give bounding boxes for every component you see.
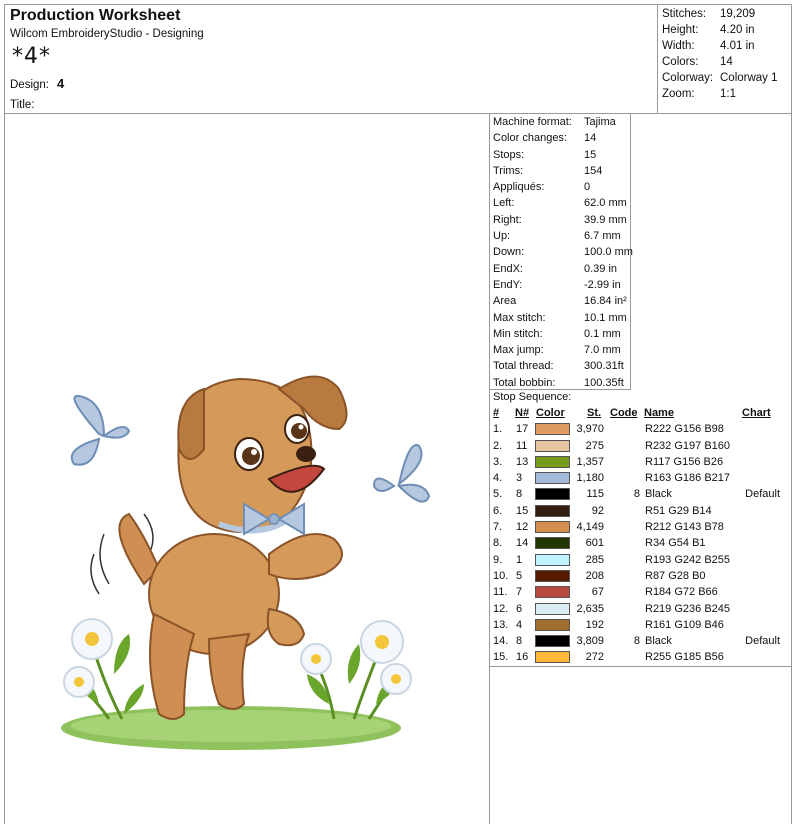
color-swatch — [535, 456, 570, 468]
info-value: 6.7 mm — [584, 230, 621, 243]
color-swatch — [535, 505, 570, 517]
stop-index: 11. — [493, 586, 508, 599]
stop-needle: 11 — [516, 439, 528, 452]
stop-name: R184 G72 B66 — [645, 586, 718, 599]
info-label: EndX: — [493, 262, 523, 275]
summary-label: Zoom: — [662, 88, 695, 100]
puppy-ear-left — [178, 389, 204, 459]
puppy-front-leg — [209, 634, 249, 709]
stop-needle: 1 — [516, 553, 523, 566]
info-label: EndY: — [493, 278, 523, 291]
stop-needle: 6 — [516, 602, 523, 615]
info-row — [490, 326, 792, 342]
stop-name: R161 G109 B46 — [645, 618, 724, 631]
info-value: 100.0 mm — [584, 246, 633, 259]
stop-row — [490, 470, 792, 486]
stop-name: Black — [645, 488, 672, 501]
stop-needle: 17 — [516, 423, 529, 436]
stop-chart: Default — [745, 635, 780, 648]
color-swatch — [535, 440, 570, 452]
color-swatch — [535, 603, 570, 615]
app-subtitle: Wilcom EmbroideryStudio - Designing — [10, 28, 204, 40]
stop-stitches: 208 — [585, 569, 604, 582]
info-row — [490, 342, 792, 358]
stop-stitches: 285 — [585, 553, 604, 566]
info-row — [490, 358, 792, 374]
daisy-flower — [361, 621, 403, 663]
color-swatch — [535, 586, 570, 598]
stop-needle: 8 — [516, 635, 523, 648]
info-value: 15 — [584, 148, 597, 161]
info-label: Max jump: — [493, 344, 544, 357]
machine-info — [490, 114, 792, 391]
color-swatch — [535, 472, 570, 484]
stop-row — [490, 503, 792, 519]
puppy-nose — [296, 446, 316, 462]
title-label: Title: — [10, 99, 35, 111]
puppy-raised-paw — [269, 534, 342, 579]
info-value: 39.9 mm — [584, 213, 627, 226]
stop-index: 2. — [493, 439, 503, 452]
info-row — [490, 261, 792, 277]
stop-stitches: 272 — [585, 651, 604, 664]
stop-needle: 14 — [516, 537, 529, 550]
left-leaf — [114, 634, 130, 674]
stop-row — [490, 486, 792, 502]
info-row — [490, 228, 792, 244]
stop-needle: 15 — [516, 504, 529, 517]
info-value: 154 — [584, 164, 603, 177]
stop-stitches: 67 — [591, 586, 604, 599]
stop-name: R219 G236 B245 — [645, 602, 731, 615]
info-value: 14 — [584, 132, 597, 145]
info-label: Min stitch: — [493, 327, 543, 340]
page-title: Production Worksheet — [10, 7, 181, 24]
stop-index: 14. — [493, 635, 509, 648]
puppy-back-leg — [150, 614, 194, 719]
info-row — [490, 114, 792, 130]
info-row — [490, 375, 792, 391]
stop-stitches: 601 — [585, 537, 604, 550]
stop-needle: 5 — [516, 569, 523, 582]
table-divider — [490, 666, 792, 667]
puppy-lifted-paw — [268, 609, 304, 645]
stop-row — [490, 454, 792, 470]
stop-index: 1. — [493, 423, 503, 436]
info-label: Area — [493, 295, 517, 308]
stop-row — [490, 438, 792, 454]
daisy-flower — [64, 667, 94, 697]
stop-stitches: 4,149 — [576, 521, 604, 534]
stop-sequence-header — [490, 405, 792, 421]
stop-name: R117 G156 B26 — [645, 455, 724, 468]
stop-index: 12. — [493, 602, 509, 615]
summary-label: Colorway: — [662, 72, 714, 84]
stop-index: 10. — [493, 569, 509, 582]
summary-row — [662, 70, 792, 86]
embroidery-puppy-illustration — [4, 114, 490, 824]
summary-row — [662, 22, 792, 38]
right-leaf — [348, 644, 361, 684]
col-header-needle: N# — [515, 407, 530, 419]
color-swatch — [535, 537, 570, 549]
stop-stitches: 2,635 — [576, 602, 604, 615]
col-header-color: Color — [536, 407, 565, 419]
color-swatch — [535, 651, 570, 663]
summary-value: 1:1 — [720, 88, 736, 100]
info-row — [490, 130, 792, 146]
col-header-code: Code — [610, 407, 638, 419]
stop-row — [490, 535, 792, 551]
stop-index: 6. — [493, 504, 503, 517]
info-value: Tajima — [584, 116, 616, 128]
puppy-eye — [235, 438, 263, 470]
stop-code: 8 — [633, 488, 640, 501]
info-row — [490, 195, 792, 211]
summary-value: 19,209 — [720, 8, 756, 20]
stop-stitches: 1,180 — [576, 472, 604, 485]
daisy-flower — [301, 644, 331, 674]
stop-stitches: 1,357 — [576, 455, 604, 468]
info-label: Max stitch: — [493, 311, 546, 324]
design-value: 4 — [57, 76, 65, 91]
stop-index: 5. — [493, 488, 503, 501]
info-row — [490, 244, 792, 260]
summary-label: Colors: — [662, 56, 699, 68]
info-label: Up: — [493, 230, 511, 243]
puppy-eye — [285, 415, 309, 443]
color-swatch — [535, 570, 570, 582]
stop-needle: 3 — [516, 472, 523, 485]
stop-name: R232 G197 B160 — [645, 439, 731, 452]
summary-value: 14 — [720, 56, 733, 68]
stop-name: R193 G242 B255 — [645, 553, 731, 566]
info-value: 0.1 mm — [584, 327, 621, 340]
stop-stitches: 92 — [591, 504, 604, 517]
stop-row — [490, 584, 792, 600]
stop-index: 15. — [493, 651, 509, 664]
stop-stitches: 275 — [585, 439, 604, 452]
summary-label: Height: — [662, 24, 699, 36]
info-value: 16.84 in² — [584, 295, 627, 308]
info-value: 0 — [584, 181, 591, 194]
info-label: Total bobbin: — [493, 376, 556, 389]
stop-index: 13. — [493, 618, 509, 631]
stop-row — [490, 519, 792, 535]
info-value: 10.1 mm — [584, 311, 627, 324]
info-label: Stops: — [493, 148, 525, 161]
stop-name: R51 G29 B14 — [645, 504, 712, 517]
daisy-flower — [381, 664, 411, 694]
stop-code: 8 — [633, 635, 640, 648]
stop-name: R212 G143 B78 — [645, 521, 724, 534]
stop-row — [490, 649, 792, 665]
stop-name: R255 G185 B56 — [645, 651, 724, 664]
stop-stitches: 3,809 — [576, 635, 604, 648]
info-value: -2.99 in — [584, 278, 621, 291]
stop-needle: 8 — [516, 488, 523, 501]
stop-row — [490, 568, 792, 584]
summary-label: Width: — [662, 40, 695, 52]
stop-index: 3. — [493, 455, 503, 468]
stop-name: R163 G186 B217 — [645, 472, 731, 485]
summary-value: Colorway 1 — [720, 72, 778, 84]
stop-row — [490, 421, 792, 437]
info-label: Color changes: — [493, 132, 567, 145]
color-swatch — [535, 488, 570, 500]
stop-index: 8. — [493, 537, 503, 550]
stop-sequence-title: Stop Sequence: — [493, 391, 572, 403]
stop-needle: 13 — [516, 455, 529, 468]
stop-row — [490, 617, 792, 633]
info-value: 300.31ft — [584, 360, 624, 373]
stop-stitches: 115 — [586, 488, 604, 501]
summary-row — [662, 6, 792, 22]
stop-chart: Default — [745, 488, 780, 501]
col-header-name: Name — [644, 407, 674, 419]
col-header-chart: Chart — [742, 407, 771, 419]
col-header-stitches: St. — [587, 407, 602, 419]
summary-value: 4.01 in — [720, 40, 755, 52]
stop-index: 9. — [493, 553, 503, 566]
stop-index: 7. — [493, 521, 503, 534]
info-value: 100.35ft — [584, 376, 624, 389]
summary-row — [662, 38, 792, 54]
stop-needle: 7 — [516, 586, 523, 599]
info-row — [490, 293, 792, 309]
color-swatch — [535, 635, 570, 647]
stop-needle: 12 — [516, 521, 529, 534]
info-row — [490, 147, 792, 163]
design-summary — [658, 4, 792, 114]
stop-name: Black — [645, 635, 672, 648]
stop-needle: 4 — [516, 618, 523, 631]
summary-value: 4.20 in — [720, 24, 755, 36]
stop-row — [490, 552, 792, 568]
info-value: 62.0 mm — [584, 197, 627, 210]
stop-sequence-rows — [490, 421, 792, 665]
design-preview — [4, 114, 490, 824]
stop-index: 4. — [493, 472, 503, 485]
stop-stitches: 3,970 — [576, 423, 604, 436]
info-row — [490, 277, 792, 293]
worksheet-header — [4, 4, 658, 114]
stop-name: R87 G28 B0 — [645, 569, 706, 582]
stop-sequence-table — [490, 405, 792, 666]
design-label: Design: — [10, 79, 49, 91]
info-label: Trims: — [493, 164, 524, 177]
stop-name: R34 G54 B1 — [645, 537, 706, 550]
design-mark: *4* — [12, 44, 51, 69]
color-swatch — [535, 423, 570, 435]
info-row — [490, 310, 792, 326]
color-swatch — [535, 521, 570, 533]
summary-row — [662, 54, 792, 70]
info-row — [490, 179, 792, 195]
butterfly-right — [374, 445, 429, 502]
summary-row — [662, 86, 792, 102]
color-swatch — [535, 619, 570, 631]
info-row — [490, 212, 792, 228]
stop-row — [490, 633, 792, 649]
info-label: Down: — [493, 246, 525, 259]
info-label: Total thread: — [493, 360, 554, 373]
color-swatch — [535, 554, 570, 566]
stop-needle: 16 — [516, 651, 529, 664]
info-label: Right: — [493, 213, 522, 226]
butterfly-left — [72, 396, 129, 465]
stop-row — [490, 601, 792, 617]
stop-name: R222 G156 B98 — [645, 423, 724, 436]
info-value: 7.0 mm — [584, 344, 621, 357]
design-row — [10, 76, 64, 91]
summary-label: Stitches: — [662, 8, 707, 20]
info-label: Left: — [493, 197, 515, 210]
info-label: Machine format: — [493, 116, 572, 128]
info-value: 0.39 in — [584, 262, 618, 275]
stop-stitches: 192 — [585, 618, 604, 631]
col-header-index: # — [493, 407, 500, 419]
daisy-flower — [72, 619, 112, 659]
info-label: Appliqués: — [493, 181, 545, 194]
info-row — [490, 163, 792, 179]
